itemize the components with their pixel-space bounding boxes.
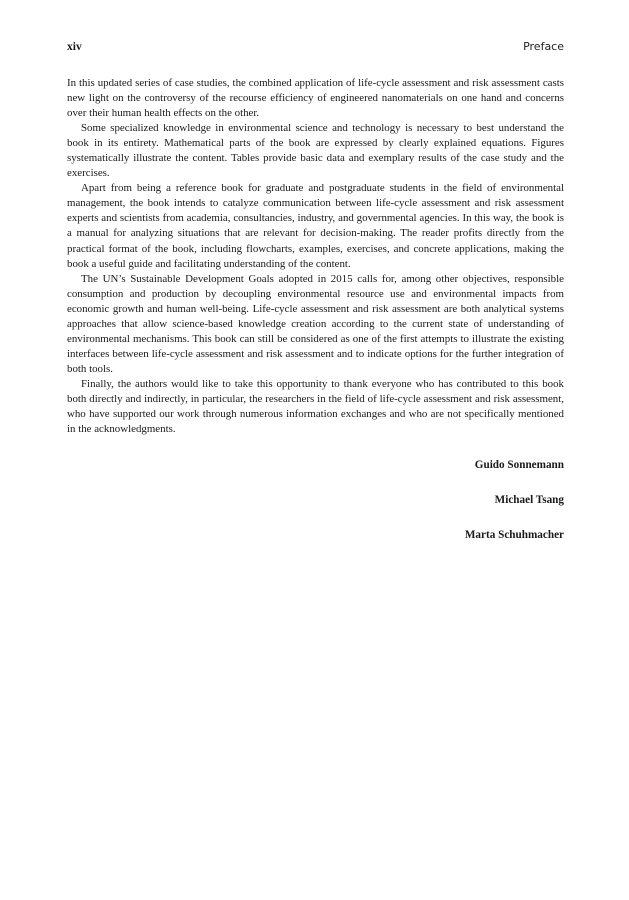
- paragraph-acknowledgment: Finally, the authors would like to take this opportunity to thank everyone who has contributed to this book both directly and indirectly, in particular, the researchers in the field of life-cycle assessment and risk assessment, who have supported our work through numerous information exchanges and who are not specifically mentioned in the acknowledgments.: [67, 377, 564, 436]
- page-number: xiv: [67, 41, 82, 53]
- paragraph-knowledge: Some specialized knowledge in environmental science and technology is necessary to best understand the book in its entirety. Mathematical parts of the book are expressed by clearly explained equations. Figures systematically illustrate the content. Tables provide basic data and exemplary results of the case study and the exercises.: [67, 122, 564, 180]
- author-signatures: [67, 458, 564, 543]
- page: [67, 40, 564, 563]
- running-head: [67, 40, 564, 54]
- paragraph-case-studies: In this updated series of case studies, the combined application of life-cycle assessment and risk assessment casts new light on the controversy of the recourse efficiency of engineered nanomaterials on one hand and concerns over their human health effects on the other.: [67, 77, 564, 120]
- preface-body: [67, 76, 564, 437]
- author-name: Marta Schuhmacher: [464, 529, 564, 542]
- author-name: Guido Sonnemann: [474, 459, 564, 472]
- section-title: Preface: [523, 40, 564, 53]
- author-name: Michael Tsang: [494, 494, 564, 507]
- paragraph-audience: Apart from being a reference book for graduate and postgraduate students in the field of environmental management, the book intends to catalyze communication between life-cycle assessment and risk assessment experts and scientists from academia, consultancies, industry, and governmental agencies. In this way, the book is a manual for analyzing situations that are relevant for decision-making. The reader profits directly from the practical format of the book, including flowcharts, examples, exercises, and concrete applications, making the book a useful guide and facilitating understanding of the content.: [67, 182, 564, 270]
- paragraph-sdg: The UN’s Sustainable Development Goals adopted in 2015 calls for, among other objectives, responsible consumption and production by decoupling environmental resource use and environmental impacts from economic growth and human well-being. Life-cycle assessment and risk assessment are both analytical systems approaches that allow science-based knowledge creation according to the current state of understanding of environmental mechanisms. This book can still be considered as one of the first attempts to illustrate the existing interfaces between life-cycle assessment and risk assessment and to indicate options for the further integration of both tools.: [67, 272, 564, 375]
